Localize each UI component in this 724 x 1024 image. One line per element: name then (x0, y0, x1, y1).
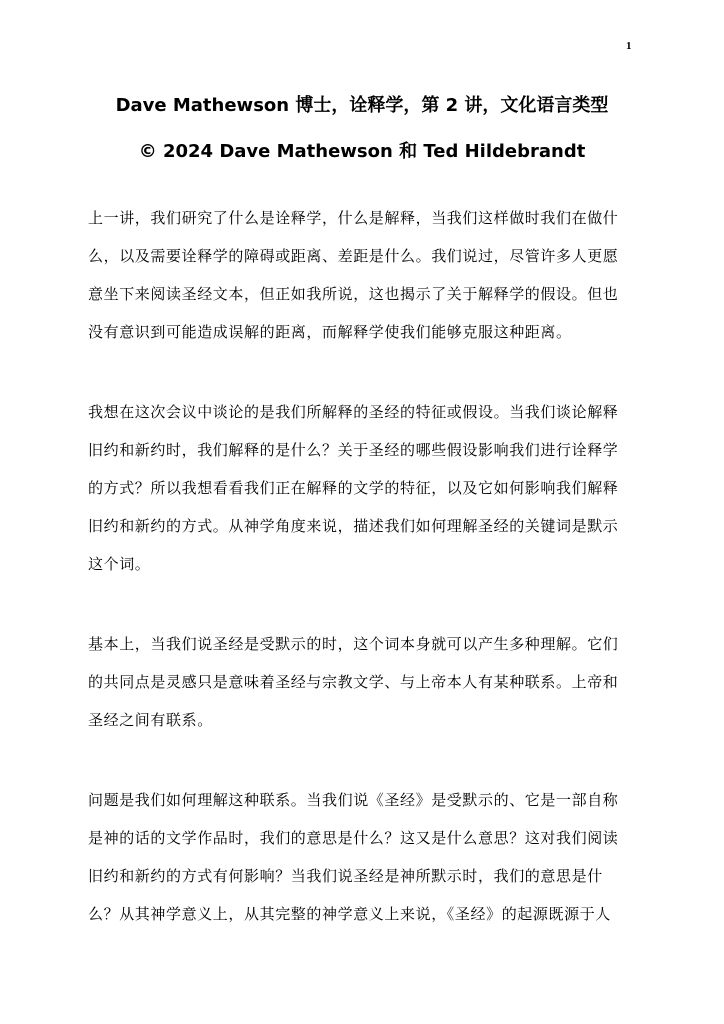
text-line: 我想在这次会议中谈论的是我们所解释的圣经的特征或假设。当我们谈论解释 (88, 403, 619, 421)
text-line: 这个词。 (88, 555, 151, 573)
text-line: 意坐下来阅读圣经文本，但正如我所说，这也揭示了关于解释学的假设。但也 (88, 285, 619, 303)
text-line: 的共同点是灵感只是意味着圣经与宗教文学、与上帝本人有某种联系。上帝和 (88, 673, 619, 691)
page-number: 1 (626, 40, 632, 52)
document-title: Dave Mathewson 博士，诠释学，第 2 讲，文化语言类型 (115, 95, 609, 116)
text-line: 基本上，当我们说圣经是受默示的时，这个词本身就可以产生多种理解。它们 (88, 635, 619, 653)
text-line: 么，以及需要诠释学的障碍或距离、差距是什么。我们说过，尽管许多人更愿 (88, 247, 619, 265)
text-line: 圣经之间有联系。 (88, 711, 213, 729)
text-line: 上一讲，我们研究了什么是诠释学，什么是解释，当我们这样做时我们在做什 (88, 209, 619, 227)
paragraph-2 (88, 393, 636, 583)
paragraph-4 (88, 781, 636, 933)
text-line: 是神的话的文学作品时，我们的意思是什么？这又是什么意思？这对我们阅读 (88, 829, 619, 847)
text-line: 旧约和新约时，我们解释的是什么？关于圣经的哪些假设影响我们进行诠释学 (88, 441, 619, 459)
copyright-line: © 2024 Dave Mathewson 和 Ted Hildebrandt (138, 141, 586, 162)
text-line: 问题是我们如何理解这种联系。当我们说《圣经》是受默示的、它是一部自称 (88, 791, 619, 809)
paragraph-1 (88, 199, 636, 351)
text-line: 没有意识到可能造成误解的距离，而解释学使我们能够克服这种距离。 (88, 323, 572, 341)
text-line: 旧约和新约的方式。从神学角度来说，描述我们如何理解圣经的关键词是默示 (88, 517, 619, 535)
text-line: 旧约和新约的方式有何影响？当我们说圣经是神所默示时，我们的意思是什 (88, 867, 603, 885)
text-line: 的方式？所以我想看看我们正在解释的文学的特征，以及它如何影响我们解释 (88, 479, 619, 497)
text-line: 么？从其神学意义上，从其完整的神学意义上来说，《圣经》的起源既源于人 (88, 905, 611, 923)
document-body (88, 199, 636, 975)
paragraph-3 (88, 625, 636, 739)
